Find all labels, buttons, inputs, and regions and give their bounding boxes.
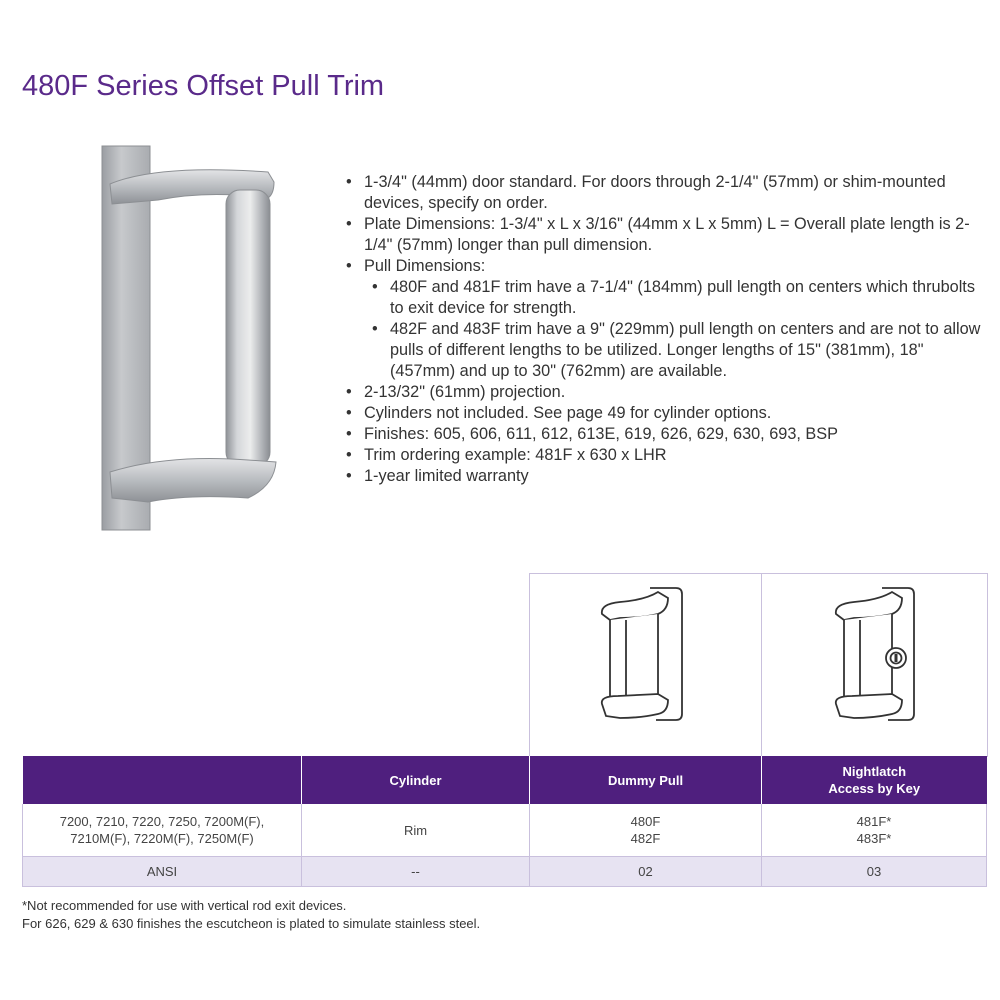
header-nightlatch-line: Nightlatch [842, 764, 907, 779]
cell-line: 7200, 7210, 7220, 7250, 7200M(F), [59, 814, 265, 829]
cell-line: 481F* [856, 814, 892, 829]
feature-item-label: Pull Dimensions: [364, 257, 486, 275]
table-row [23, 857, 987, 887]
cell-line: 480F [630, 814, 661, 829]
dummy-pull-drawing [530, 574, 762, 757]
feature-list [344, 172, 984, 487]
feature-item: • Cylinders not included. See page 49 for cylinder options. [344, 403, 984, 424]
spec-table [22, 756, 987, 887]
feature-item: • Plate Dimensions: 1-3/4" x L x 3/16" (44mm x L x 5mm) L = Overall plate length is 2-1/4" (57mm) longer than pull dimension. [344, 214, 984, 256]
header-nightlatch [762, 756, 987, 804]
page-title: 480F Series Offset Pull Trim [22, 70, 385, 102]
footnote: *Not recommended for use with vertical rod exit devices. [22, 898, 347, 913]
feature-item: • 1-year limited warranty [344, 466, 984, 487]
footnotes [22, 897, 480, 933]
table-cell-cylinder [302, 804, 530, 857]
table-cell-cylinder: -- [302, 857, 530, 887]
table-cell-devices [23, 804, 302, 857]
table-row [23, 804, 987, 857]
header-cylinder: Cylinder [302, 756, 530, 804]
feature-subitem: • 480F and 481F trim have a 7-1/4" (184mm) pull length on centers which thrubolts to exit device for strength. [364, 277, 984, 319]
header-dummy-pull: Dummy Pull [530, 756, 762, 804]
cell-line: Rim [403, 822, 428, 838]
nightlatch-pull-drawing-cell [761, 573, 988, 757]
feature-item: • 2-13/32" (61mm) projection. [344, 382, 984, 403]
table-cell-nightlatch: 03 [762, 857, 987, 887]
table-cell-nightlatch [762, 804, 987, 857]
table-cell-dummy-pull [530, 804, 762, 857]
table-cell-ansi: ANSI [23, 857, 302, 887]
dummy-pull-drawing-cell [529, 573, 763, 757]
feature-subitem: • 482F and 483F trim have a 9" (229mm) pull length on centers and are not to allow pulls of different lengths to be utilized. Longer lengths of 15" (381mm), 18" (457mm) and up to 30" (762mm) are available. [364, 319, 984, 382]
feature-item: • Finishes: 605, 606, 611, 612, 613E, 619, 626, 629, 630, 693, BSP [344, 424, 984, 445]
feature-item: • 1-3/4" (44mm) door standard. For doors through 2-1/4" (57mm) or shim-mounted devices, specify on order. [344, 172, 984, 214]
header-nightlatch-line: Access by Key [828, 781, 921, 796]
offset-pull-trim-photo [98, 142, 278, 534]
header-empty [23, 756, 302, 804]
cell-line: 7210M(F), 7220M(F), 7250M(F) [70, 831, 254, 846]
cell-line: 482F [630, 831, 661, 846]
cell-line: 483F* [856, 831, 892, 846]
nightlatch-pull-drawing [762, 574, 987, 757]
feature-item: • Trim ordering example: 481F x 630 x LHR [344, 445, 984, 466]
feature-item [344, 256, 984, 382]
table-cell-dummy-pull: 02 [530, 857, 762, 887]
footnote: For 626, 629 & 630 finishes the escutcheon is plated to simulate stainless steel. [22, 916, 481, 931]
